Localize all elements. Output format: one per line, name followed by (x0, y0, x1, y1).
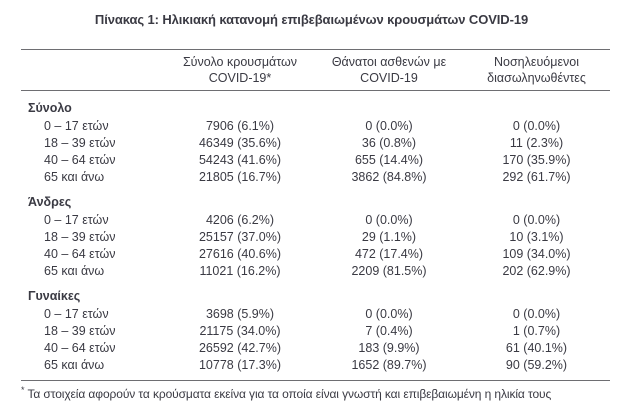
section-header (21, 91, 610, 118)
header-row (21, 50, 610, 91)
intubated-value: 0 (0.0%) (512, 306, 561, 321)
footnote-asterisk: * (21, 385, 25, 395)
table-title: Πίνακας 1: Ηλικιακή κατανομή επιβεβαιωμένων κρουσμάτων COVID-19 (94, 12, 529, 27)
table-row (21, 305, 610, 322)
header-empty-cell (21, 50, 165, 91)
table-row (21, 322, 610, 339)
intubated-value: 10 (3.1%) (509, 229, 564, 244)
age-group-label: 65 και άνω (44, 357, 105, 372)
intubated-value: 170 (35.9%) (502, 152, 571, 167)
cases-value: 25157 (37.0%) (198, 229, 281, 244)
intubated-value: 90 (59.2%) (505, 357, 568, 372)
header-intubated-line2: διασωληνωθέντες (487, 71, 586, 85)
age-group-label: 0 – 17 ετών (44, 118, 109, 133)
age-group-label: 18 – 39 ετών (44, 229, 116, 244)
table-row (21, 228, 610, 245)
deaths-value: 0 (0.0%) (365, 306, 413, 321)
covid-age-distribution-table (21, 49, 610, 381)
header-deaths (315, 50, 463, 91)
cases-value: 4206 (6.2%) (205, 212, 275, 227)
header-intubated (463, 50, 610, 91)
table-row (21, 168, 610, 185)
cases-value: 10778 (17.3%) (198, 357, 281, 372)
deaths-value: 36 (0.8%) (361, 135, 417, 150)
header-deaths-line1: Θάνατοι ασθενών με (331, 55, 447, 69)
deaths-value: 7 (0.4%) (365, 323, 413, 338)
cases-value: 7906 (6.1%) (205, 118, 275, 133)
deaths-value: 1652 (89.7%) (351, 357, 427, 372)
header-total-cases-line1: Σύνολο κρουσμάτων (182, 55, 298, 69)
table-row (21, 117, 610, 134)
section-header (21, 279, 610, 305)
table-row (21, 245, 610, 262)
section-label: Γυναίκες (28, 288, 81, 303)
deaths-value: 3862 (84.8%) (351, 169, 427, 184)
cases-value: 3698 (5.9%) (205, 306, 275, 321)
intubated-value: 0 (0.0%) (512, 118, 561, 133)
deaths-value: 0 (0.0%) (365, 212, 413, 227)
cases-value: 21175 (34.0%) (199, 323, 281, 338)
deaths-value: 183 (9.9%) (358, 340, 420, 355)
cases-value: 46349 (35.6%) (198, 135, 281, 150)
section-label: Σύνολο (28, 100, 72, 115)
footnote-text: Τα στοιχεία αφορούν τα κρούσματα εκείνα για τα οποία είναι γνωστή και επιβεβαιωμένη η ηλικία τους (27, 387, 552, 401)
deaths-value: 655 (14.4%) (354, 152, 424, 167)
age-group-label: 18 – 39 ετών (44, 135, 116, 150)
table-row (21, 211, 610, 228)
age-group-label: 40 – 64 ετών (44, 246, 116, 261)
age-group-label: 40 – 64 ετών (44, 152, 116, 167)
age-group-label: 40 – 64 ετών (44, 340, 116, 355)
cases-value: 21805 (16.7%) (198, 169, 281, 184)
section-total (21, 91, 610, 186)
cases-value: 54243 (41.6%) (198, 152, 281, 167)
deaths-value: 0 (0.0%) (365, 118, 413, 133)
table-row (21, 151, 610, 168)
table-row (21, 339, 610, 356)
section-women (21, 279, 610, 381)
age-group-label: 0 – 17 ετών (44, 306, 109, 321)
deaths-value: 29 (1.1%) (361, 229, 417, 244)
intubated-value: 11 (2.3%) (509, 135, 564, 150)
section-label: Άνδρες (28, 194, 72, 209)
header-total-cases (165, 50, 315, 91)
age-group-label: 65 και άνω (44, 169, 105, 184)
intubated-value: 292 (61.7%) (502, 169, 571, 184)
deaths-value: 472 (17.4%) (354, 246, 424, 261)
header-intubated-line1: Νοσηλευόμενοι (493, 55, 579, 69)
table-row (21, 356, 610, 381)
cases-value: 27616 (40.6%) (198, 246, 281, 261)
header-total-cases-line2: COVID-19* (208, 71, 272, 85)
intubated-value: 202 (62.9%) (502, 263, 571, 278)
table-row (21, 262, 610, 279)
age-group-label: 18 – 39 ετών (44, 323, 116, 338)
cases-value: 26592 (42.7%) (198, 340, 281, 355)
header-deaths-line2: COVID-19 (360, 71, 418, 85)
table-row (21, 134, 610, 151)
intubated-value: 61 (40.1%) (505, 340, 568, 355)
intubated-value: 109 (34.0%) (502, 246, 571, 261)
table-footnote (21, 385, 623, 401)
intubated-value: 0 (0.0%) (512, 212, 561, 227)
age-group-label: 0 – 17 ετών (44, 212, 109, 227)
deaths-value: 2209 (81.5%) (351, 263, 427, 278)
section-header (21, 185, 610, 211)
section-men (21, 185, 610, 279)
age-group-label: 65 και άνω (44, 263, 105, 278)
cases-value: 11021 (16.2%) (199, 263, 281, 278)
intubated-value: 1 (0.7%) (512, 323, 561, 338)
